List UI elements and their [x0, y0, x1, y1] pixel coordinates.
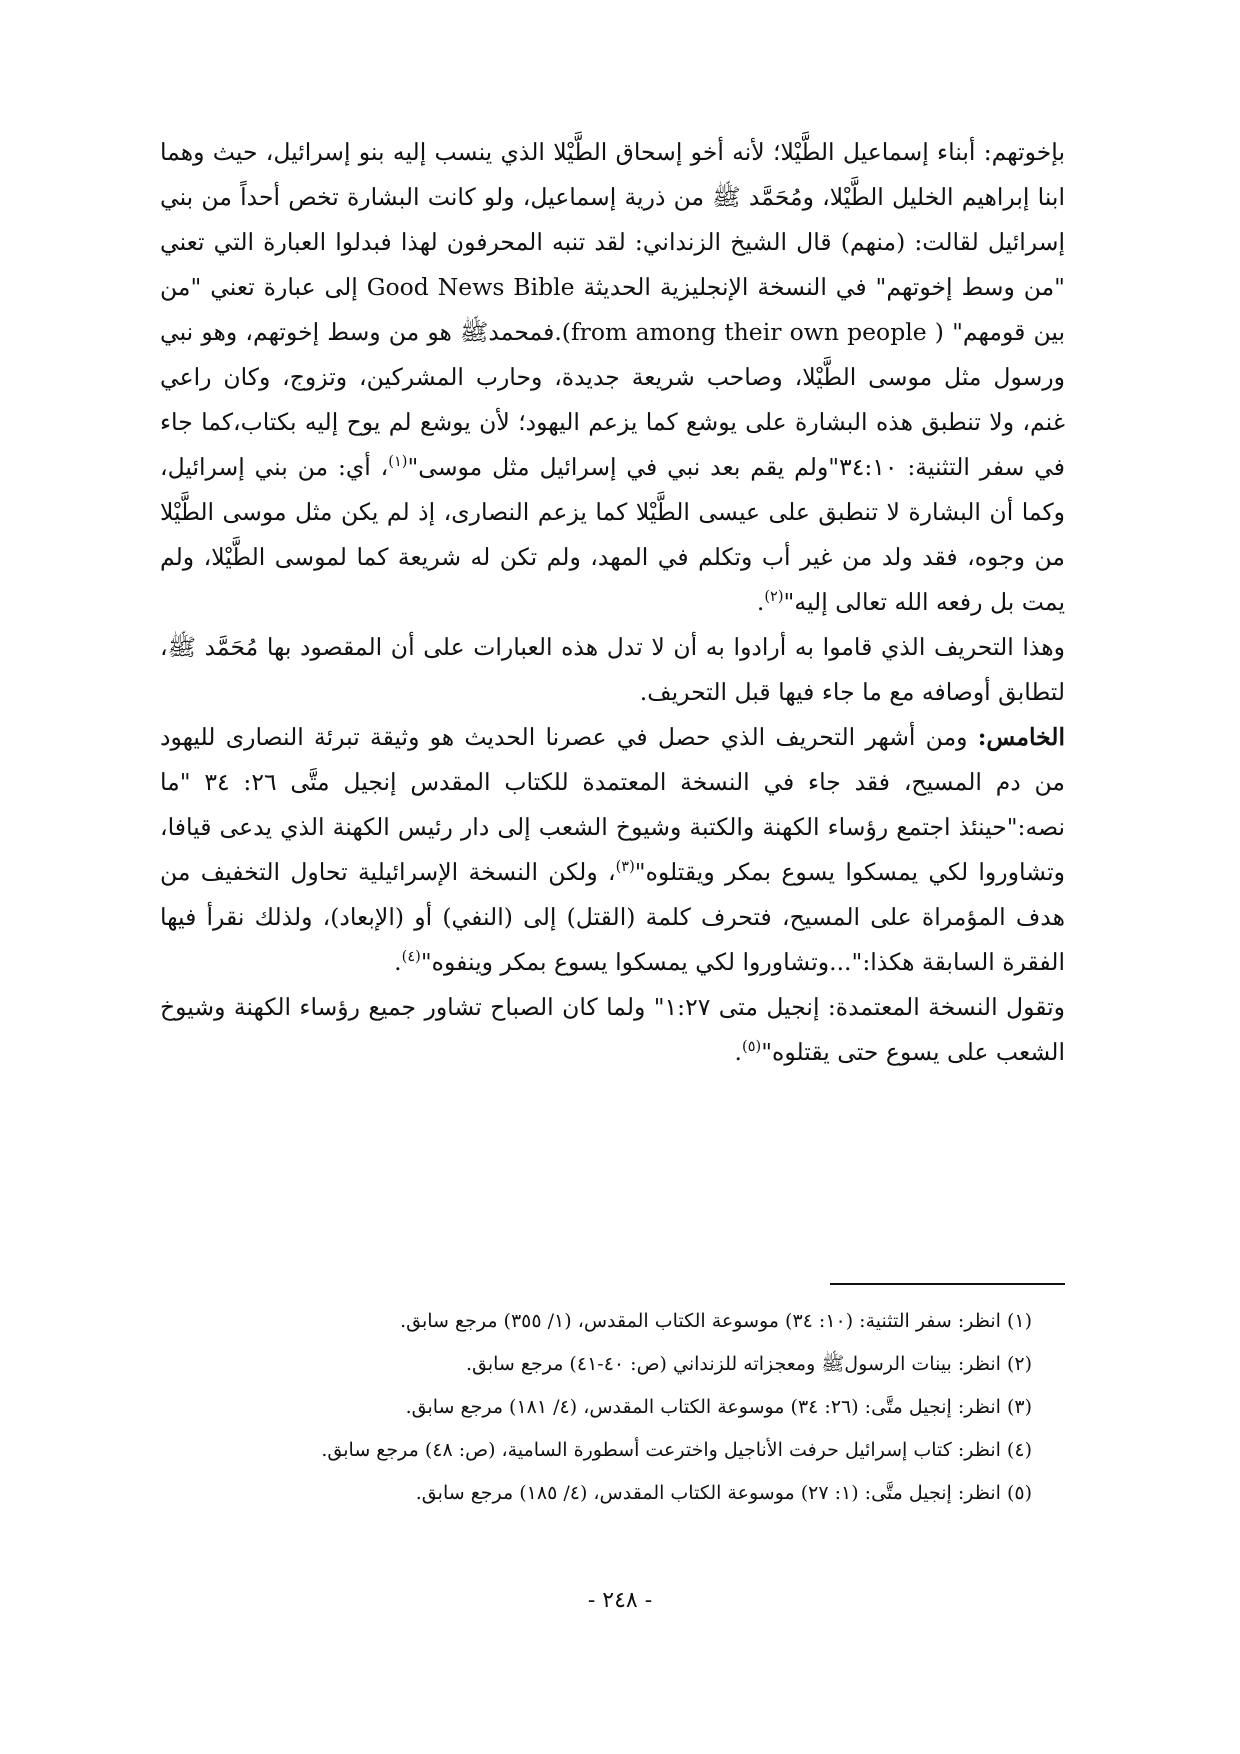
footnote-1: (١) انظر: سفر التثنية: (١٠: ٣٤) موسوعة الكتاب المقدس، (١/ ٣٥٥) مرجع سابق. — [400, 1310, 1032, 1332]
paragraph-4-end: . — [734, 1038, 743, 1066]
paragraph-3-continued: ، ولكن النسخة الإسرائيلية تحاول التخفيف من هدف المؤمراة على المسيح، فتحرف كلمة (القتل) إلى (النفي) أو (الإبعاد)، ولذلك نقرأ فيها الفقرة السابقة هكذا:"...وتشاوروا لكي يمسكوا يسوع بمكر وينفوه" — [160, 858, 1065, 976]
page-number: - ٢٤٨ - — [587, 1588, 653, 1613]
main-text — [160, 130, 1065, 1075]
footnote-5: (٥) انظر: إنجيل متَّى: (١: ٢٧) موسوعة الكتاب المقدس، (٤/ ١٨٥) مرجع سابق. — [415, 1482, 1032, 1504]
paragraph-1 — [160, 130, 1065, 625]
paragraph-1-text: بإخوتهم: أبناء إسماعيل الطَّيْلا؛ لأنه أخو إسحاق الطَّيْلا الذي ينسب إليه بنو إسرائيل، حيث وهما ابنا إبراهيم الخليل الطَّيْلا، ومُحَمَّد ﷺ من ذرية إسماعيل، ولو كانت البشارة تخص أحداً من بني إسرائيل لقالت: (منهم) قال الشيخ الزنداني: لقد تنبه المحرفون لهذا فبدلوا العبارة التي تعني "من وسط إخوتهم" في النسخة الإنجليزية الحديثة Good News Bible إلى عبارة تعني "من بين قومهم" ( from among their own people).فمحمدﷺ هو من وسط إخوتهم، وهو نبي ورسول مثل موسى الطَّيْلا، وصاحب شريعة جديدة، وحارب المشركين، وتزوج، وكان راعي غنم، ولا تنطبق هذه البشارة على يوشع كما يزعم اليهود؛ لأن يوشع لم يوح إليه بكتاب،كما جاء في سفر التثنية: ٣٤:١٠"ولم يقم بعد نبي في إسرائيل مثل موسى" — [160, 138, 1065, 481]
footnote-4: (٤) انظر: كتاب إسرائيل حرفت الأناجيل واخترعت أسطورة السامية، (ص: ٤٨) مرجع سابق. — [321, 1439, 1032, 1461]
footnote-ref-2: (٢) — [764, 588, 784, 606]
paragraph-3-text: ومن أشهر التحريف الذي حصل في عصرنا الحديث هو وثيقة تبرئة النصارى لليهود من دم المسيح، فقد جاء في النسخة المعتمدة للكتاب المقدس إنجيل متَّى ٢٦: ٣٤ "ما نصه:"حينئذ اجتمع رؤساء الكهنة والكتبة وشيوخ الشعب إلى دار رئيس الكهنة الذي يدعى قيافا، وتشاوروا لكي يمسكوا يسوع بمكر ويقتلوه" — [160, 723, 1065, 886]
paragraph-1-continued: ، أي: من بني إسرائيل، وكما أن البشارة لا تنطبق على عيسى الطَّيْلا كما يزعم النصارى، إذ لم يكن مثل موسى الطَّيْلا من وجوه، فقد ولد من غير أب وتكلم في المهد، ولم تكن له شريعة كما لموسى الطَّيْلا، ولم يمت بل رفعه الله تعالى إليه" — [160, 453, 1065, 616]
paragraph-2 — [160, 625, 1065, 715]
paragraph-3-end: . — [394, 948, 402, 976]
paragraph-2-text: وهذا التحريف الذي قاموا به أرادوا به أن لا تدل هذه العبارات على أن المقصود بها مُحَمَّد ﷺ، لتطابق أوصافه مع ما جاء فيها قبل التحريف. — [160, 633, 1065, 706]
paragraph-4 — [160, 985, 1065, 1075]
footnote-separator — [830, 1283, 1065, 1285]
footnote-ref-3: (٣) — [615, 858, 635, 876]
footnote-ref-5: (٥) — [742, 1038, 762, 1056]
footnote-ref-4: (٤) — [401, 948, 421, 966]
paragraph-1-end: . — [756, 588, 765, 616]
paragraph-4-text: وتقول النسخة المعتمدة: إنجيل متى ١:٢٧" ولما كان الصباح تشاور جميع رؤساء الكهنة وشيوخ الشعب على يسوع حتى يقتلوه" — [160, 993, 1065, 1066]
footnote-2: (٢) انظر: بينات الرسولﷺ ومعجزاته للزنداني (ص: ٤٠-٤١) مرجع سابق. — [465, 1353, 1032, 1375]
paragraph-3 — [160, 715, 1065, 985]
footnotes — [160, 1300, 1065, 1515]
paragraph-3-label: الخامس: — [977, 723, 1065, 751]
footnote-ref-1: (١) — [388, 453, 408, 471]
footnote-3: (٣) انظر: إنجيل متَّى: (٢٦: ٣٤) موسوعة الكتاب المقدس، (٤/ ١٨١) مرجع سابق. — [405, 1396, 1032, 1418]
